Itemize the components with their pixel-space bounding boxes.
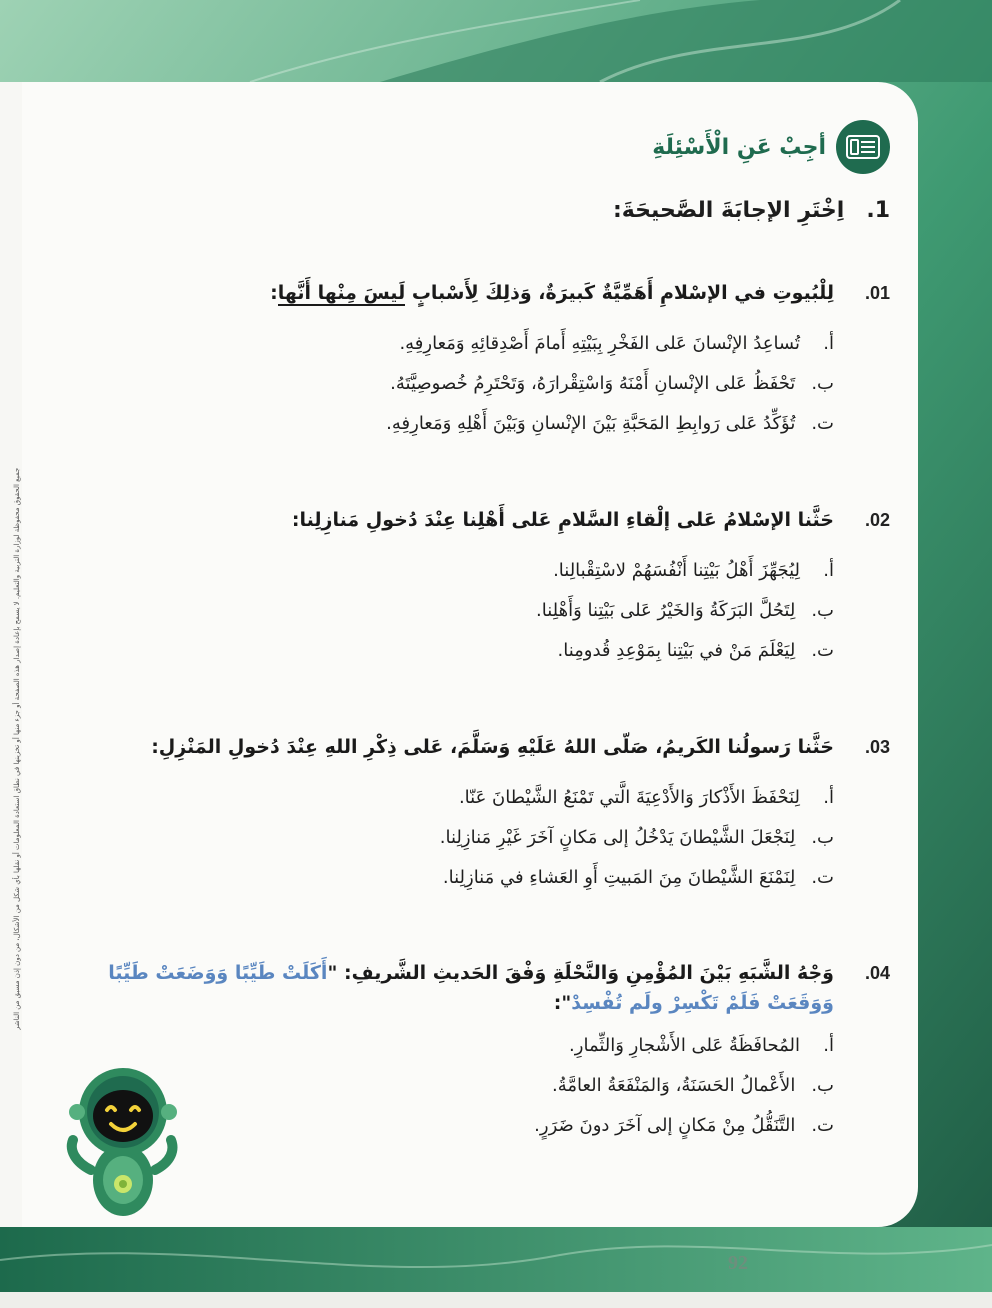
option-c[interactable] bbox=[60, 404, 834, 444]
question-number: 04. bbox=[864, 963, 890, 983]
option-letter: ت. bbox=[811, 413, 834, 434]
question-text-part: لِلْبُيوتِ في الإسْلامِ أَهَمِّيَّةٌ كَبيرَةٌ، وَذلِكَ لِأَسْبابٍ bbox=[405, 282, 834, 304]
section-title: أجِبْ عَنِ الْأَسْئِلَةِ bbox=[652, 134, 826, 160]
option-letter: ب. bbox=[811, 373, 834, 394]
question-01 bbox=[60, 278, 890, 444]
option-text: لِيُجَهِّزَ أَهْلُ بَيْتِنا أَنْفُسَهُمْ لاسْتِقْبالِنا. bbox=[553, 560, 800, 581]
option-letter: أ. bbox=[823, 333, 834, 354]
question-number: 01. bbox=[864, 283, 890, 303]
option-letter: ب. bbox=[811, 1075, 834, 1096]
option-text: لِنَمْنَعَ الشَّيْطانَ مِنَ المَبيتِ أَوِ العَشاءِ في مَنازِلِنا. bbox=[442, 867, 796, 888]
option-letter: ت. bbox=[811, 1115, 834, 1136]
options-list bbox=[60, 778, 834, 898]
question-text bbox=[60, 958, 834, 1018]
option-letter: ب. bbox=[811, 827, 834, 848]
option-letter: أ. bbox=[823, 560, 834, 581]
option-letter: ت. bbox=[811, 867, 834, 888]
page-number: 92 bbox=[728, 1252, 748, 1274]
question-text: حَثَّنا الإسْلامُ عَلى إلْقاءِ السَّلامِ عَلى أَهْلِنا عِنْدَ دُخولِ مَنازِلِنا: bbox=[291, 509, 834, 531]
option-text: الأَعْمالُ الحَسَنَةُ، وَالمَنْفَعَةُ العامَّةُ. bbox=[552, 1075, 796, 1096]
option-text: التَّنَقُّلُ مِنْ مَكانٍ إلى آخَرَ دونَ ضَرَرٍ. bbox=[534, 1115, 796, 1136]
option-text: المُحافَظَةُ عَلى الأَشْجارِ وَالثِّمارِ. bbox=[569, 1035, 800, 1056]
option-text: لِنَحْفَظَ الأَذْكارَ وَالأَدْعِيَةَ الَّتي تَمْنَعُ الشَّيْطانَ عَنّا. bbox=[458, 787, 800, 808]
option-b[interactable] bbox=[60, 364, 834, 404]
question-text: حَثَّنا رَسولُنا الكَريمُ، صَلّى اللهُ عَلَيْهِ وَسَلَّمَ، عَلى ذِكْرِ اللهِ عِنْدَ دُخولِ المَنْزِلِ: bbox=[151, 736, 834, 758]
option-b[interactable] bbox=[60, 591, 834, 631]
option-text: تُساعِدُ الإنْسانَ عَلى الفَخْرِ بِبَيْتِهِ أَمامَ أَصْدِقائِهِ وَمَعارِفِهِ. bbox=[399, 333, 800, 354]
option-letter: ت. bbox=[811, 640, 834, 661]
option-b[interactable] bbox=[60, 818, 834, 858]
instruction-text: اِخْتَرِ الإجابَةَ الصَّحيحَةَ: bbox=[612, 198, 845, 223]
hadith-quote: أَكَلَتْ طَيِّبًا وَوَضَعَتْ طَيِّبًا وَوَقَعَتْ فَلَمْ تَكْسِرْ ولَم تُفْسِدْ bbox=[108, 962, 834, 1014]
question-text-end: : bbox=[270, 282, 278, 304]
option-letter: ب. bbox=[811, 600, 834, 621]
option-a[interactable] bbox=[60, 1026, 834, 1066]
question-list-icon bbox=[836, 120, 890, 174]
instruction-number: 1. bbox=[866, 198, 890, 223]
robot-mascot-icon bbox=[55, 1062, 185, 1222]
option-a[interactable] bbox=[60, 778, 834, 818]
question-text-part: وَجْهُ الشَّبَهِ بَيْنَ المُؤْمِنِ وَالنَّحْلَةِ وَفْقَ الحَديثِ الشَّريفِ: " bbox=[327, 962, 834, 984]
instruction bbox=[613, 198, 890, 223]
option-text: لِنَجْعَلَ الشَّيْطانَ يَدْخُلُ إلى مَكانٍ آخَرَ غَيْرِ مَنازِلِنا. bbox=[439, 827, 796, 848]
option-text: لِيَعْلَمَ مَنْ في بَيْتِنا بِمَوْعِدِ قُدومِنا. bbox=[557, 640, 796, 661]
question-03 bbox=[60, 732, 890, 898]
option-letter: أ. bbox=[823, 787, 834, 808]
question-number: 02. bbox=[864, 510, 890, 530]
section-header bbox=[652, 120, 890, 174]
question-number: 03. bbox=[864, 737, 890, 757]
option-text: تُؤَكِّدُ عَلى رَوابِطِ المَحَبَّةِ بَيْنَ الإنْسانِ وَبَيْنَ أَهْلِهِ وَمَعارِفِهِ. bbox=[386, 413, 796, 434]
options-list bbox=[60, 551, 834, 671]
option-text: تَحْفَظُ عَلى الإنْسانِ أَمْنَهُ وَاسْتِقْرارَهُ، وَتَحْتَرِمُ خُصوصِيَّتَهُ. bbox=[390, 373, 796, 394]
question-text-end: ": bbox=[553, 992, 572, 1014]
options-list bbox=[60, 324, 834, 444]
option-a[interactable] bbox=[60, 324, 834, 364]
copyright-note: جميع الحقوق محفوظة لوزارة التربية والتعليم. لا يسمح بإعادة إصدار هذه الصفحة أو جزء منها أو تخزينها في نطاق استعادة المعلومات أو نقلها بأي شكل من الأشكال، من دون إذن مسبق من الناشر bbox=[13, 467, 21, 1030]
option-text: لِتَحُلَّ البَرَكَةُ وَالخَيْرُ عَلى بَيْتِنا وَأَهْلِنا. bbox=[536, 600, 796, 621]
option-letter: أ. bbox=[823, 1035, 834, 1056]
emphasized-phrase: لَيسَ مِنْها أَنَّها bbox=[277, 282, 406, 304]
option-c[interactable] bbox=[60, 631, 834, 671]
option-c[interactable] bbox=[60, 858, 834, 898]
option-a[interactable] bbox=[60, 551, 834, 591]
question-02 bbox=[60, 505, 890, 671]
question-text bbox=[270, 278, 834, 308]
